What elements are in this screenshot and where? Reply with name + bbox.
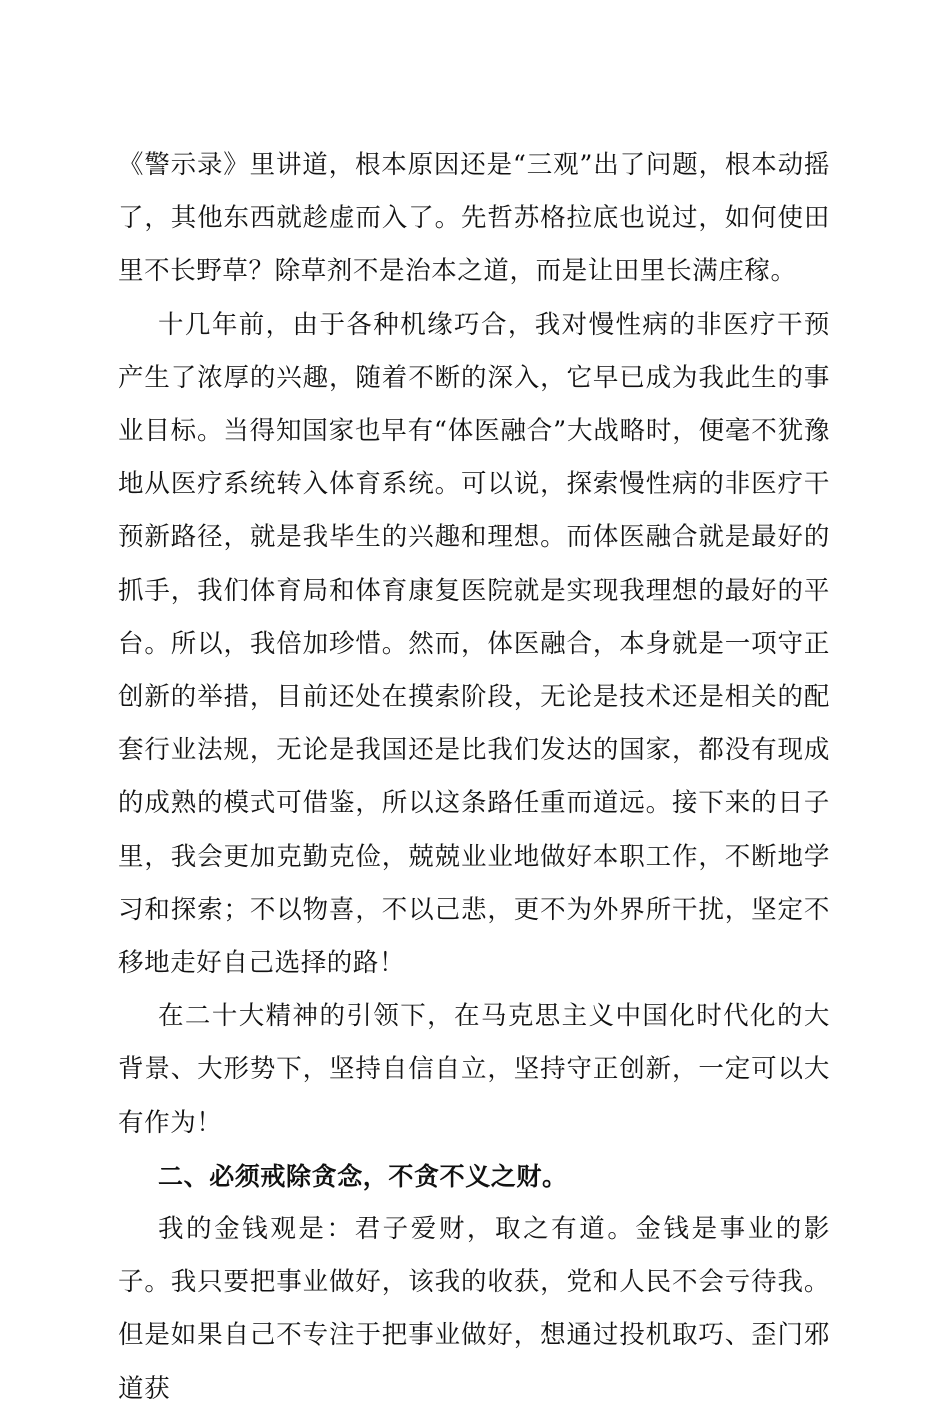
document-body bbox=[118, 139, 830, 1416]
paragraph-money-view: 我的金钱观是：君子爱财，取之有道。金钱是事业的影子。我只要把事业做好，该我的收获，党和人民不会亏待我。但是如果自己不专注于把事业做好，想通过投机取巧、歪门邪道获 bbox=[118, 1214, 830, 1404]
paragraph-warning-record: 《警示录》里讲道，根本原因还是“三观”出了问题，根本动摇了，其他东西就趁虚而入了。先哲苏格拉底也说过，如何使田里不长野草？除草剂不是治本之道，而是让田里长满庄稼。 bbox=[118, 150, 830, 287]
section-heading-greed: 二、必须戒除贪念，不贪不义之财。 bbox=[158, 1161, 568, 1191]
paragraph-twentieth-congress: 在二十大精神的引领下，在马克思主义中国化时代化的大背景、大形势下，坚持自信自立，坚持守正创新，一定可以大有作为！ bbox=[118, 1001, 830, 1138]
paragraph-career-goal: 十几年前，由于各种机缘巧合，我对慢性病的非医疗干预产生了浓厚的兴趣，随着不断的深入，它早已成为我此生的事业目标。当得知国家也早有“体医融合”大战略时，便毫不犹豫地从医疗系统转入体育系统。可以说，探索慢性病的非医疗干预新路径，就是我毕生的兴趣和理想。而体医融合就是最好的抓手，我们体育局和体育康复医院就是实现我理想的最好的平台。所以，我倍加珍惜。然而，体医融合，本身就是一项守正创新的举措，目前还处在摸索阶段，无论是技术还是相关的配套行业法规，无论是我国还是比我们发达的国家，都没有现成的成熟的模式可借鉴，所以这条路任重而道远。接下来的日子里，我会更加克勤克俭，兢兢业业地做好本职工作，不断地学习和探索；不以物喜，不以己悲，更不为外界所干扰，坚定不移地走好自己选择的路！ bbox=[118, 309, 830, 979]
